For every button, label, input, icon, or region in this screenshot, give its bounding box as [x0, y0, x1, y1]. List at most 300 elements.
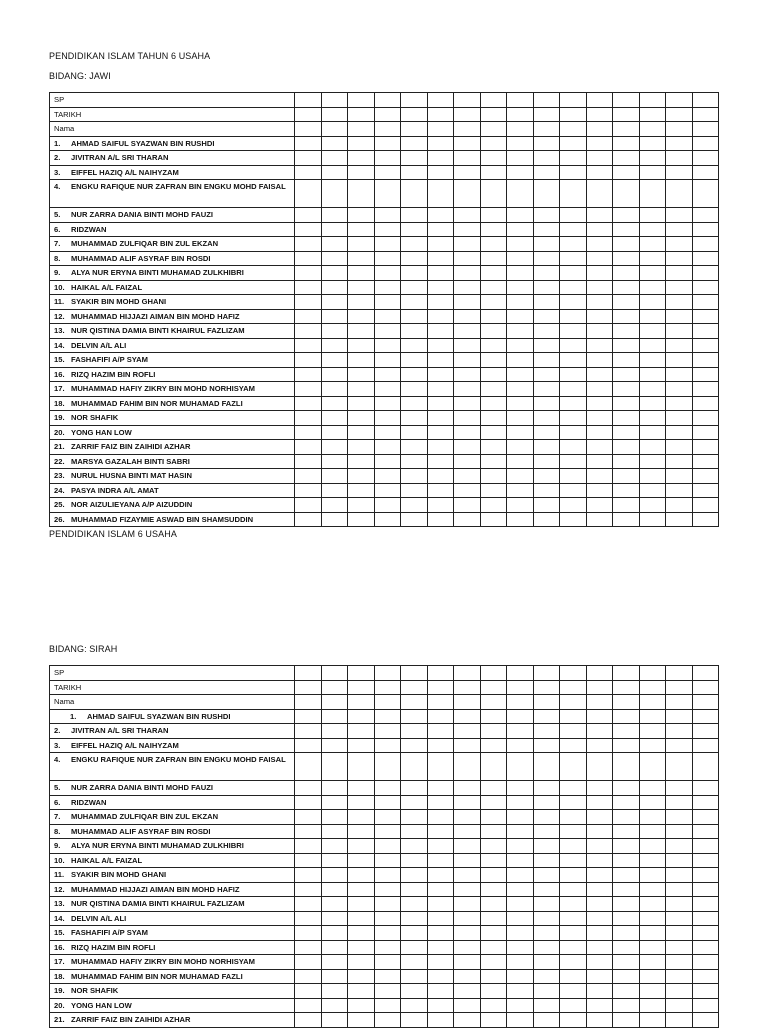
- mark-cell: [560, 469, 587, 484]
- mark-cell: [666, 237, 693, 252]
- mark-cell: [613, 984, 640, 999]
- mark-cell: [295, 512, 322, 527]
- mark-cell: [480, 969, 507, 984]
- student-row: [50, 237, 719, 252]
- student-number: 25.: [54, 500, 65, 509]
- student-row: [50, 180, 719, 208]
- mark-cell: [560, 309, 587, 324]
- mark-cell: [639, 709, 666, 724]
- student-name: FASHAFIFI A/P SYAM: [71, 928, 148, 937]
- student-name-cell: [50, 926, 295, 941]
- mark-cell: [560, 122, 587, 137]
- mark-cell: [586, 180, 613, 208]
- mark-cell: [666, 425, 693, 440]
- student-name-cell: [50, 969, 295, 984]
- mark-cell: [321, 810, 348, 825]
- mark-cell: [507, 824, 534, 839]
- student-name-cell: [50, 512, 295, 527]
- student-name: RIDZWAN: [71, 224, 107, 234]
- mark-cell: [507, 969, 534, 984]
- student-name: YONG HAN LOW: [71, 427, 132, 437]
- mark-cell: [454, 680, 481, 695]
- mark-cell: [348, 984, 375, 999]
- mark-cell: [480, 795, 507, 810]
- mark-cell: [480, 382, 507, 397]
- mark-cell: [666, 709, 693, 724]
- mark-cell: [321, 338, 348, 353]
- student-name-cell: [50, 738, 295, 753]
- student-name-cell: [50, 897, 295, 912]
- mark-cell: [454, 237, 481, 252]
- mark-cell: [586, 151, 613, 166]
- mark-cell: [692, 353, 719, 368]
- mark-cell: [321, 151, 348, 166]
- student-row: [50, 724, 719, 739]
- student-name-cell: [50, 998, 295, 1013]
- student-name-cell: [50, 367, 295, 382]
- student-row: [50, 251, 719, 266]
- mark-cell: [560, 222, 587, 237]
- mark-cell: [613, 680, 640, 695]
- mark-cell: [348, 151, 375, 166]
- mark-cell: [692, 338, 719, 353]
- mark-cell: [692, 666, 719, 681]
- mark-cell: [533, 425, 560, 440]
- mark-cell: [348, 498, 375, 513]
- mark-cell: [295, 882, 322, 897]
- mark-cell: [666, 483, 693, 498]
- mark-cell: [560, 136, 587, 151]
- mark-cell: [374, 180, 401, 208]
- student-name-cell: [50, 151, 295, 166]
- mark-cell: [295, 695, 322, 710]
- mark-cell: [427, 940, 454, 955]
- student-name: MUHAMMAD FAHIM BIN NOR MUHAMAD FAZLI: [71, 971, 243, 981]
- mark-cell: [560, 955, 587, 970]
- mark-cell: [454, 666, 481, 681]
- student-name: MUHAMMAD FAHIM BIN NOR MUHAMAD FAZLI: [71, 398, 243, 408]
- student-number: 18.: [54, 971, 65, 981]
- student-name: MUHAMMAD ZULFIQAR BIN ZUL EKZAN: [71, 812, 219, 821]
- mark-cell: [401, 781, 428, 796]
- mark-cell: [692, 795, 719, 810]
- mark-cell: [401, 353, 428, 368]
- mark-cell: [401, 396, 428, 411]
- mark-cell: [295, 425, 322, 440]
- student-number: 4.: [54, 182, 61, 191]
- mark-cell: [321, 753, 348, 781]
- mark-cell: [666, 498, 693, 513]
- mark-cell: [427, 295, 454, 310]
- mark-cell: [427, 666, 454, 681]
- mark-cell: [586, 839, 613, 854]
- mark-cell: [480, 251, 507, 266]
- student-number: 14.: [54, 340, 65, 350]
- mark-cell: [666, 781, 693, 796]
- mark-cell: [480, 396, 507, 411]
- mark-cell: [374, 151, 401, 166]
- mark-cell: [560, 666, 587, 681]
- mark-cell: [321, 680, 348, 695]
- mark-cell: [613, 868, 640, 883]
- student-row: [50, 709, 719, 724]
- mark-cell: [295, 810, 322, 825]
- mark-cell: [560, 882, 587, 897]
- mark-cell: [586, 165, 613, 180]
- mark-cell: [427, 309, 454, 324]
- mark-cell: [427, 165, 454, 180]
- mark-cell: [374, 93, 401, 108]
- student-row: [50, 926, 719, 941]
- mark-cell: [613, 1013, 640, 1028]
- mark-cell: [639, 440, 666, 455]
- mark-cell: [666, 136, 693, 151]
- mark-cell: [454, 839, 481, 854]
- mark-cell: [639, 280, 666, 295]
- mark-cell: [321, 911, 348, 926]
- mark-cell: [666, 122, 693, 137]
- mark-cell: [321, 955, 348, 970]
- mark-cell: [586, 411, 613, 426]
- mark-cell: [533, 940, 560, 955]
- mark-cell: [480, 882, 507, 897]
- mark-cell: [586, 280, 613, 295]
- mark-cell: [480, 984, 507, 999]
- mark-cell: [348, 266, 375, 281]
- mark-cell: [560, 208, 587, 223]
- mark-cell: [401, 425, 428, 440]
- mark-cell: [613, 151, 640, 166]
- student-name: MUHAMMAD HAFIY ZIKRY BIN MOHD NORHISYAM: [71, 957, 255, 966]
- mark-cell: [639, 940, 666, 955]
- mark-cell: [639, 969, 666, 984]
- mark-cell: [560, 396, 587, 411]
- student-name: NOR AIZULIEYANA A/P AIZUDDIN: [71, 500, 193, 509]
- mark-cell: [295, 251, 322, 266]
- student-row: [50, 998, 719, 1013]
- mark-cell: [401, 367, 428, 382]
- mark-cell: [533, 911, 560, 926]
- mark-cell: [401, 926, 428, 941]
- mark-cell: [666, 955, 693, 970]
- mark-cell: [295, 324, 322, 339]
- mark-cell: [374, 868, 401, 883]
- student-number: 1.: [54, 138, 61, 148]
- mark-cell: [321, 724, 348, 739]
- mark-cell: [321, 666, 348, 681]
- student-name: JIVITRAN A/L SRI THARAN: [71, 726, 169, 735]
- mark-cell: [533, 180, 560, 208]
- mark-cell: [348, 695, 375, 710]
- mark-cell: [692, 367, 719, 382]
- mark-cell: [560, 454, 587, 469]
- mark-cell: [666, 897, 693, 912]
- student-row: [50, 824, 719, 839]
- student-name-cell: [50, 251, 295, 266]
- mark-cell: [639, 251, 666, 266]
- mark-cell: [480, 753, 507, 781]
- mark-cell: [295, 165, 322, 180]
- student-row: [50, 738, 719, 753]
- mark-cell: [348, 483, 375, 498]
- student-name-cell: [50, 955, 295, 970]
- mark-cell: [401, 955, 428, 970]
- mark-cell: [454, 208, 481, 223]
- student-name: AHMAD SAIFUL SYAZWAN BIN RUSHDI: [71, 138, 215, 148]
- mark-cell: [321, 781, 348, 796]
- mark-cell: [639, 367, 666, 382]
- mark-cell: [666, 680, 693, 695]
- mark-cell: [560, 411, 587, 426]
- mark-cell: [507, 180, 534, 208]
- mark-cell: [480, 680, 507, 695]
- mark-cell: [586, 781, 613, 796]
- mark-cell: [639, 353, 666, 368]
- mark-cell: [348, 136, 375, 151]
- mark-cell: [639, 897, 666, 912]
- mark-cell: [613, 666, 640, 681]
- student-row: [50, 512, 719, 527]
- mark-cell: [507, 425, 534, 440]
- mark-cell: [454, 222, 481, 237]
- mark-cell: [321, 695, 348, 710]
- mark-cell: [480, 911, 507, 926]
- mark-cell: [692, 454, 719, 469]
- mark-cell: [533, 353, 560, 368]
- mark-cell: [692, 868, 719, 883]
- mark-cell: [480, 454, 507, 469]
- mark-cell: [374, 237, 401, 252]
- mark-cell: [348, 666, 375, 681]
- student-row: [50, 324, 719, 339]
- mark-cell: [401, 911, 428, 926]
- header-label: TARIKH: [50, 680, 295, 695]
- mark-cell: [321, 512, 348, 527]
- mark-cell: [533, 309, 560, 324]
- mark-cell: [692, 93, 719, 108]
- mark-cell: [666, 839, 693, 854]
- mark-cell: [295, 868, 322, 883]
- mark-cell: [295, 469, 322, 484]
- student-number: 9.: [54, 841, 61, 850]
- mark-cell: [533, 469, 560, 484]
- mark-cell: [666, 926, 693, 941]
- mark-cell: [374, 295, 401, 310]
- mark-cell: [666, 382, 693, 397]
- student-number: 2.: [54, 153, 61, 162]
- mark-cell: [321, 926, 348, 941]
- mark-cell: [480, 208, 507, 223]
- mark-cell: [374, 324, 401, 339]
- mark-cell: [533, 897, 560, 912]
- mark-cell: [374, 911, 401, 926]
- mark-cell: [401, 222, 428, 237]
- mark-cell: [639, 107, 666, 122]
- student-number: 7.: [54, 239, 61, 248]
- mark-cell: [639, 795, 666, 810]
- mark-cell: [374, 469, 401, 484]
- mark-cell: [666, 795, 693, 810]
- mark-cell: [507, 251, 534, 266]
- mark-cell: [613, 839, 640, 854]
- mark-cell: [321, 165, 348, 180]
- student-number: 19.: [54, 413, 65, 422]
- mark-cell: [427, 498, 454, 513]
- mark-cell: [374, 795, 401, 810]
- student-name-cell: [50, 411, 295, 426]
- mark-cell: [533, 440, 560, 455]
- mark-cell: [533, 498, 560, 513]
- mark-cell: [374, 411, 401, 426]
- mark-cell: [454, 396, 481, 411]
- doc1-title: PENDIDIKAN ISLAM TAHUN 6 USAHA: [49, 51, 211, 61]
- mark-cell: [321, 251, 348, 266]
- mark-cell: [507, 454, 534, 469]
- mark-cell: [374, 396, 401, 411]
- mark-cell: [586, 810, 613, 825]
- mark-cell: [560, 425, 587, 440]
- mark-cell: [321, 824, 348, 839]
- mark-cell: [401, 309, 428, 324]
- mark-cell: [586, 295, 613, 310]
- mark-cell: [507, 165, 534, 180]
- mark-cell: [507, 738, 534, 753]
- mark-cell: [586, 512, 613, 527]
- mark-cell: [586, 251, 613, 266]
- mark-cell: [480, 469, 507, 484]
- mark-cell: [480, 868, 507, 883]
- mark-cell: [586, 469, 613, 484]
- mark-cell: [533, 122, 560, 137]
- mark-cell: [321, 367, 348, 382]
- mark-cell: [321, 411, 348, 426]
- mark-cell: [507, 998, 534, 1013]
- mark-cell: [427, 122, 454, 137]
- mark-cell: [586, 738, 613, 753]
- mark-cell: [348, 367, 375, 382]
- mark-cell: [348, 338, 375, 353]
- mark-cell: [295, 382, 322, 397]
- mark-cell: [295, 839, 322, 854]
- mark-cell: [666, 396, 693, 411]
- mark-cell: [480, 853, 507, 868]
- mark-cell: [348, 295, 375, 310]
- mark-cell: [613, 955, 640, 970]
- mark-cell: [454, 810, 481, 825]
- student-name: RIDZWAN: [71, 797, 107, 807]
- mark-cell: [666, 984, 693, 999]
- mark-cell: [321, 237, 348, 252]
- mark-cell: [639, 839, 666, 854]
- mark-cell: [480, 107, 507, 122]
- mark-cell: [507, 882, 534, 897]
- student-name: ZARRIF FAIZ BIN ZAIHIDI AZHAR: [71, 1015, 191, 1024]
- mark-cell: [613, 926, 640, 941]
- mark-cell: [321, 324, 348, 339]
- mark-cell: [639, 926, 666, 941]
- student-row: [50, 295, 719, 310]
- mark-cell: [374, 781, 401, 796]
- mark-cell: [639, 666, 666, 681]
- mark-cell: [348, 926, 375, 941]
- mark-cell: [295, 998, 322, 1013]
- mark-cell: [427, 709, 454, 724]
- student-number: 13.: [54, 899, 65, 908]
- mark-cell: [427, 382, 454, 397]
- mark-cell: [480, 512, 507, 527]
- student-number: 14.: [54, 913, 65, 923]
- mark-cell: [666, 998, 693, 1013]
- student-row: [50, 469, 719, 484]
- mark-cell: [480, 940, 507, 955]
- mark-cell: [295, 483, 322, 498]
- mark-cell: [507, 483, 534, 498]
- student-row: [50, 483, 719, 498]
- mark-cell: [374, 382, 401, 397]
- mark-cell: [401, 969, 428, 984]
- mark-cell: [639, 781, 666, 796]
- mark-cell: [295, 1013, 322, 1028]
- student-number: 8.: [54, 253, 61, 263]
- mark-cell: [507, 222, 534, 237]
- mark-cell: [613, 454, 640, 469]
- student-name-cell: [50, 382, 295, 397]
- mark-cell: [454, 93, 481, 108]
- mark-cell: [560, 709, 587, 724]
- student-name: NUR ZARRA DANIA BINTI MOHD FAUZI: [71, 210, 214, 219]
- mark-cell: [321, 795, 348, 810]
- student-number: 17.: [54, 957, 65, 966]
- mark-cell: [613, 998, 640, 1013]
- mark-cell: [639, 984, 666, 999]
- mark-cell: [401, 498, 428, 513]
- mark-cell: [613, 411, 640, 426]
- student-row: [50, 810, 719, 825]
- mark-cell: [427, 882, 454, 897]
- mark-cell: [507, 338, 534, 353]
- mark-cell: [692, 512, 719, 527]
- mark-cell: [692, 440, 719, 455]
- mark-cell: [586, 824, 613, 839]
- mark-cell: [533, 984, 560, 999]
- mark-cell: [374, 1013, 401, 1028]
- mark-cell: [507, 1013, 534, 1028]
- mark-cell: [613, 969, 640, 984]
- mark-cell: [295, 107, 322, 122]
- mark-cell: [348, 868, 375, 883]
- mark-cell: [613, 396, 640, 411]
- mark-cell: [348, 165, 375, 180]
- mark-cell: [427, 984, 454, 999]
- student-number: 8.: [54, 826, 61, 836]
- mark-cell: [348, 280, 375, 295]
- mark-cell: [454, 180, 481, 208]
- mark-cell: [454, 338, 481, 353]
- mark-cell: [321, 222, 348, 237]
- mark-cell: [427, 237, 454, 252]
- student-number: 24.: [54, 485, 65, 495]
- mark-cell: [639, 753, 666, 781]
- mark-cell: [507, 382, 534, 397]
- mark-cell: [401, 897, 428, 912]
- doc2-title: PENDIDIKAN ISLAM 6 USAHA: [49, 529, 177, 539]
- mark-cell: [321, 1013, 348, 1028]
- mark-cell: [639, 295, 666, 310]
- header-row: [50, 680, 719, 695]
- mark-cell: [692, 280, 719, 295]
- mark-cell: [401, 122, 428, 137]
- student-name-cell: [50, 868, 295, 883]
